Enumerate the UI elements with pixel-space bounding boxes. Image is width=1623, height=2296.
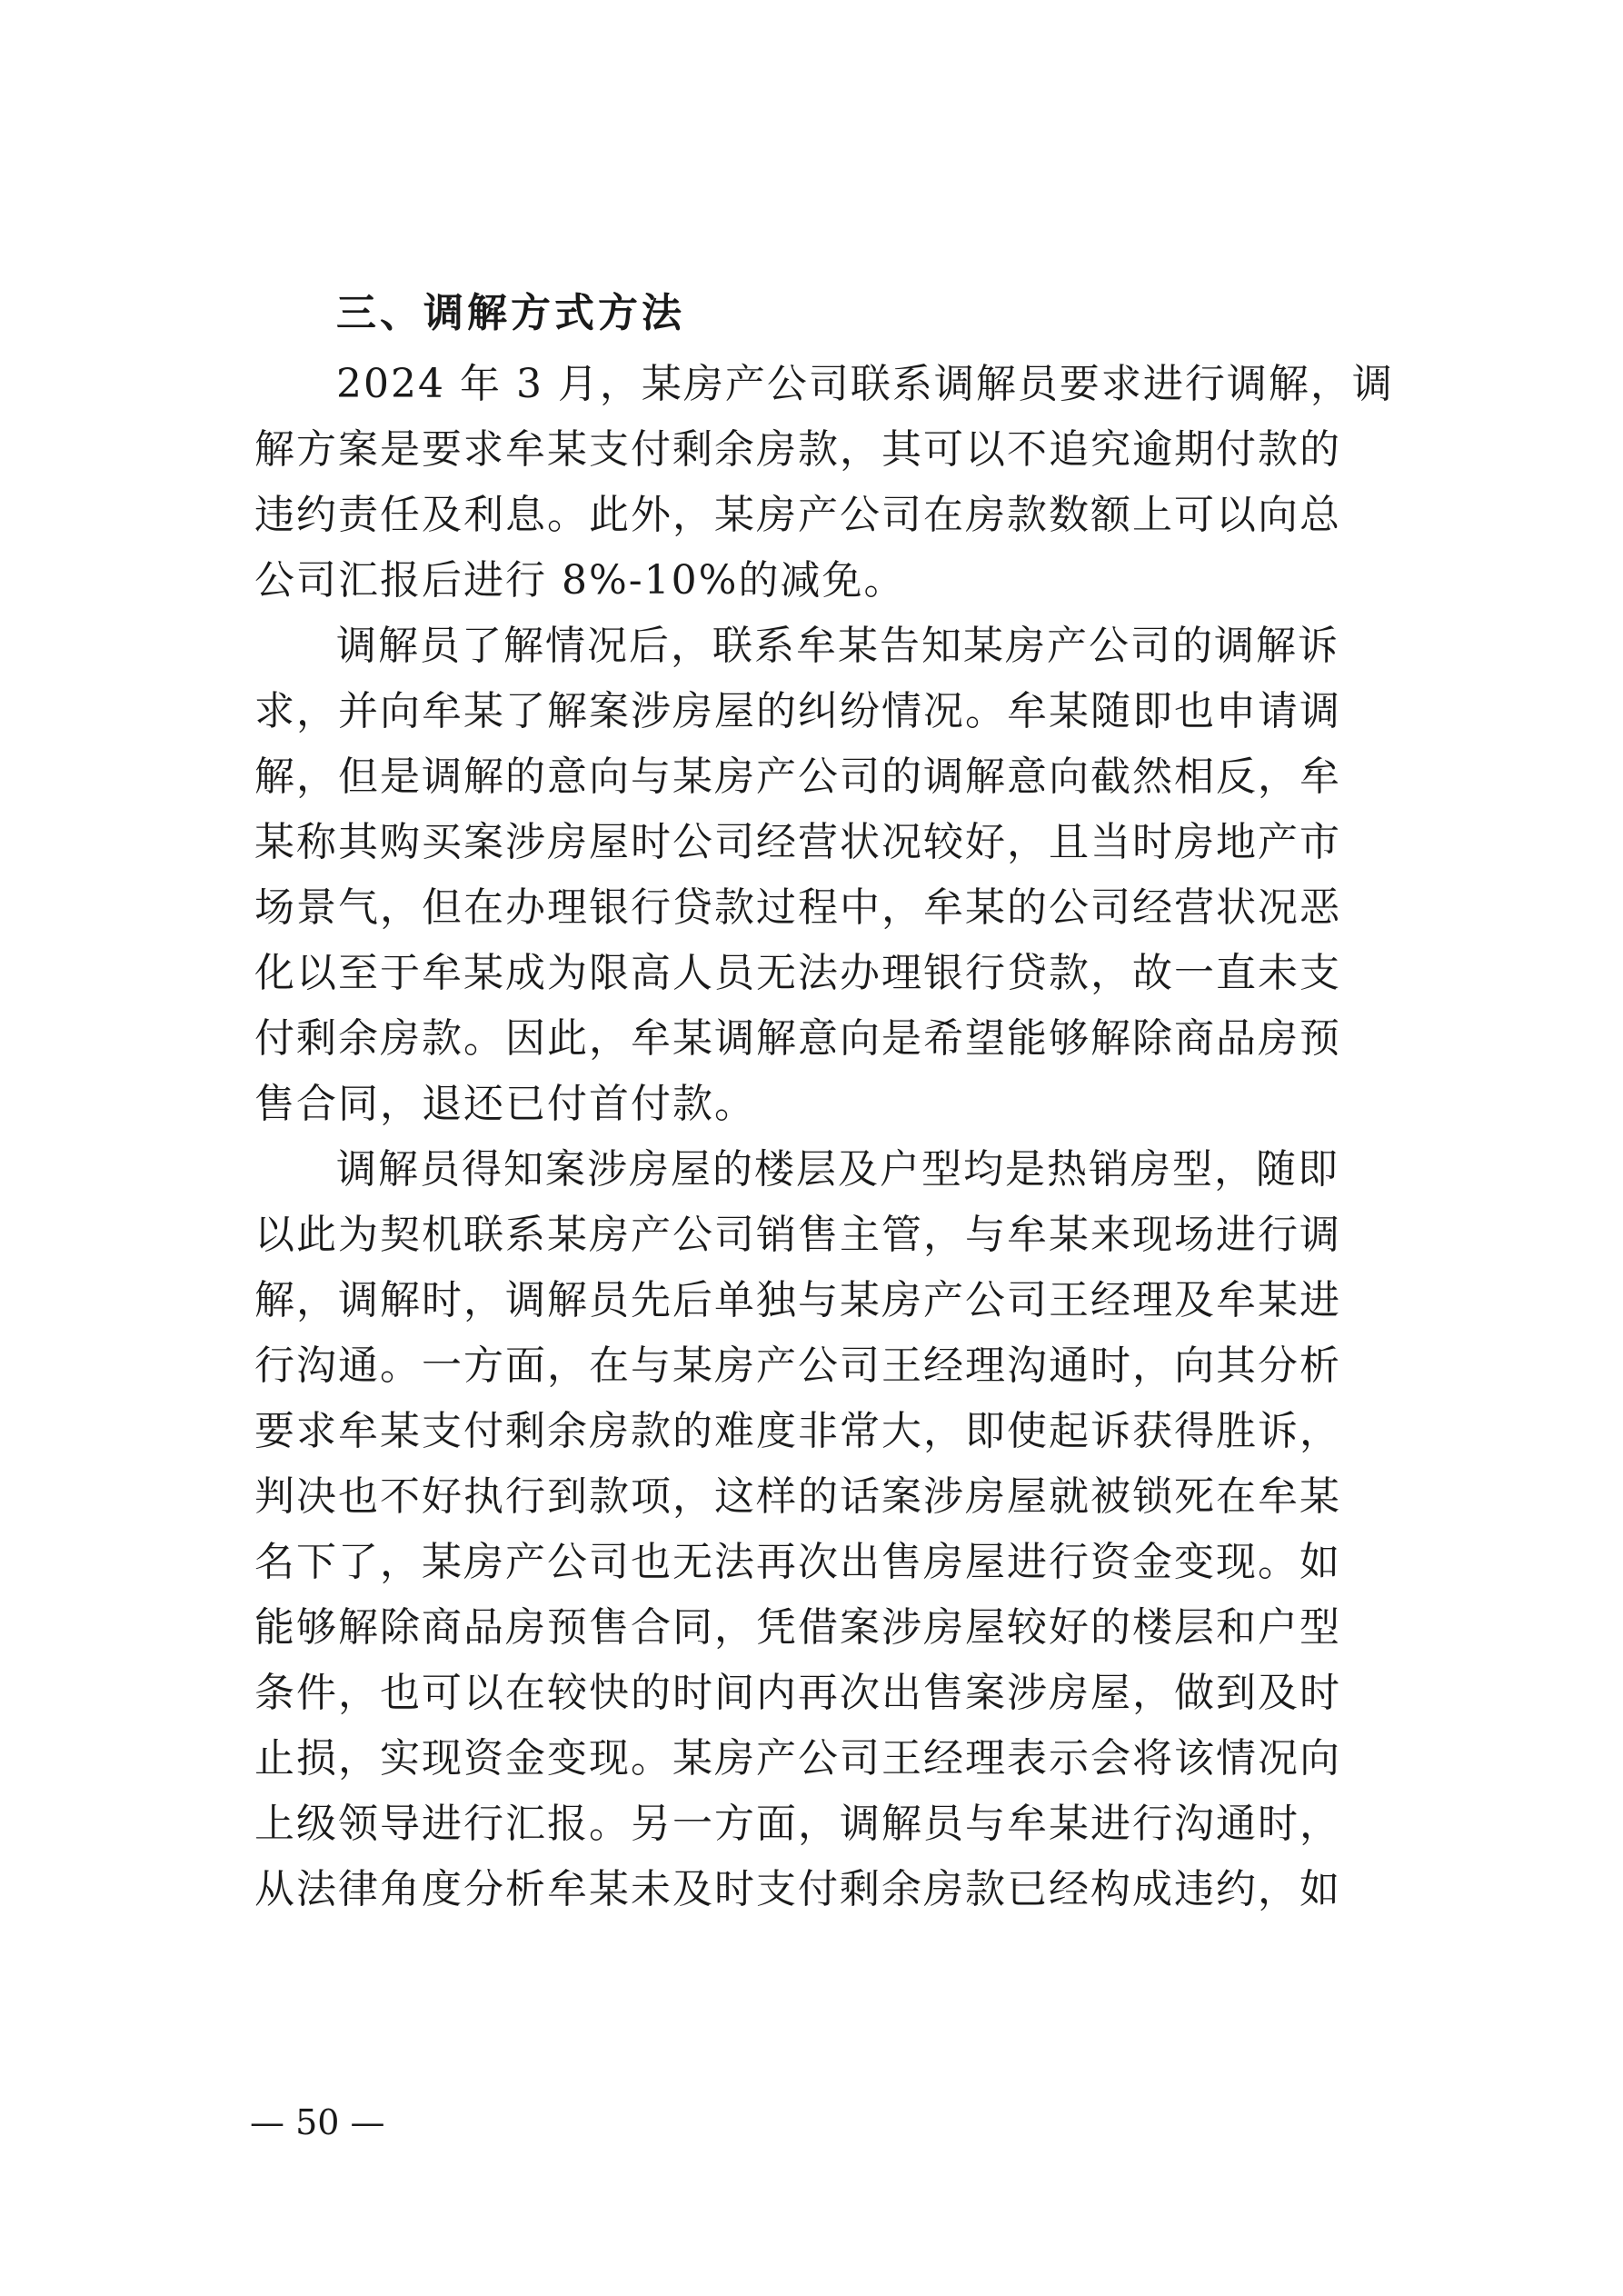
paragraph-line: 上级领导进行汇报。另一方面，调解员与牟某进行沟通时， xyxy=(254,1801,1341,1847)
paragraph-line: 场景气，但在办理银行贷款过程中，牟某的公司经营状况恶 xyxy=(254,884,1341,931)
paragraph-line: 名下了，某房产公司也无法再次出售房屋进行资金变现。如 xyxy=(254,1539,1341,1585)
paragraph-line: 以此为契机联系某房产公司销售主管，与牟某来现场进行调 xyxy=(254,1212,1341,1258)
paragraph-line: 能够解除商品房预售合同，凭借案涉房屋较好的楼层和户型 xyxy=(254,1604,1341,1651)
paragraph-line: 违约责任及利息。此外，某房产公司在房款数额上可以向总 xyxy=(254,492,1341,538)
paragraph-line: 调解员了解情况后，联系牟某告知某房产公司的调解诉 xyxy=(336,623,1339,669)
paragraph-line: 调解员得知案涉房屋的楼层及户型均是热销房型，随即 xyxy=(336,1146,1339,1193)
paragraph-line: 行沟通。一方面，在与某房产公司王经理沟通时，向其分析 xyxy=(254,1343,1341,1389)
paragraph-line: 化以至于牟某成为限高人员无法办理银行贷款，故一直未支 xyxy=(254,950,1341,996)
section-heading: 三、调解方式方法 xyxy=(336,290,685,336)
paragraph-line: 要求牟某支付剩余房款的难度非常大，即使起诉获得胜诉， xyxy=(254,1408,1341,1454)
paragraph-line: 解，调解时，调解员先后单独与某房产公司王经理及牟某进 xyxy=(254,1277,1341,1323)
paragraph-line: 从法律角度分析牟某未及时支付剩余房款已经构成违约，如 xyxy=(254,1866,1341,1912)
paragraph-line: 求，并向牟某了解案涉房屋的纠纷情况。牟某随即也申请调 xyxy=(254,688,1341,734)
paragraph-line: 条件，也可以在较快的时间内再次出售案涉房屋，做到及时 xyxy=(254,1670,1341,1716)
paragraph-line: 付剩余房款。因此，牟某调解意向是希望能够解除商品房预 xyxy=(254,1015,1341,1062)
page-number: — 50 — xyxy=(250,2102,385,2142)
paragraph-line: 解，但是调解的意向与某房产公司的调解意向截然相反，牟 xyxy=(254,754,1341,800)
paragraph-line: 2024 年 3 月，某房产公司联系调解员要求进行调解，调 xyxy=(336,361,1394,407)
paragraph-line: 某称其购买案涉房屋时公司经营状况较好，且当时房地产市 xyxy=(254,819,1341,865)
paragraph-line: 判决也不好执行到款项，这样的话案涉房屋就被锁死在牟某 xyxy=(254,1473,1341,1520)
paragraph-line: 公司汇报后进行 8%-10%的减免。 xyxy=(254,557,906,604)
paragraph-line: 止损，实现资金变现。某房产公司王经理表示会将该情况向 xyxy=(254,1735,1341,1782)
paragraph-line: 售合同，退还已付首付款。 xyxy=(254,1081,756,1127)
paragraph-line: 解方案是要求牟某支付剩余房款，其可以不追究逾期付款的 xyxy=(254,426,1341,473)
